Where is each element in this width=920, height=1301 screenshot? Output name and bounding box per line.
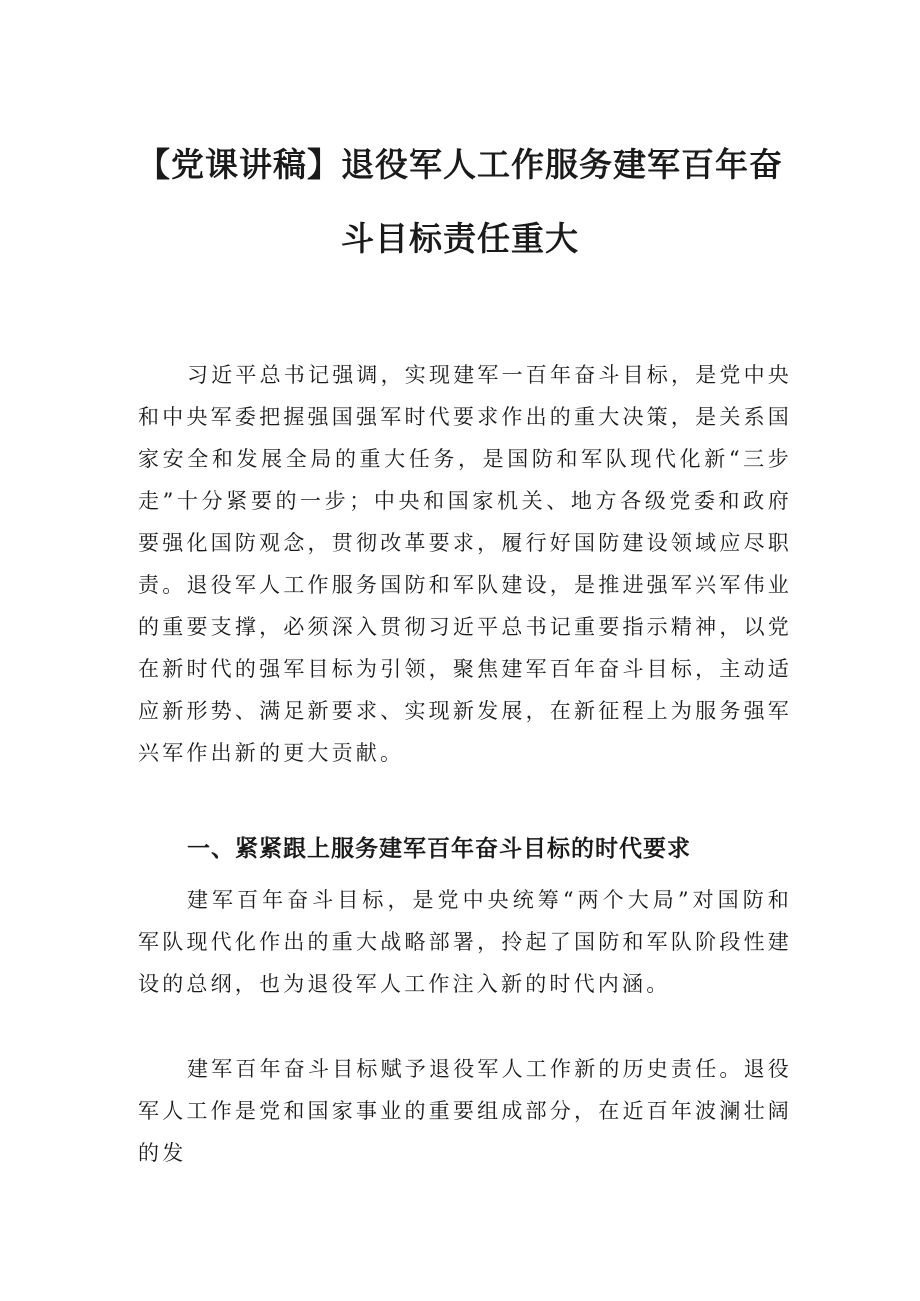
document-title-line-1: 【党课讲稿】退役军人工作服务建军百年奋 xyxy=(137,145,783,184)
section-paragraph-2: 建军百年奋斗目标赋予退役军人工作新的历史责任。退役军人工作是党和国家事业的重要组成部分，在近百年波澜壮阔的发 xyxy=(138,1057,792,1165)
section-heading: 一、紧紧跟上服务建军百年奋斗目标的时代要求 xyxy=(187,836,691,862)
intro-paragraph: 习近平总书记强调，实现建军一百年奋斗目标，是党中央和中央军委把握强国强军时代要求作出的重大决策，是关系国家安全和发展全局的重大任务，是国防和军队现代化新“三步走”十分紧要的一步；中央和国家机关、地方各级党委和政府要强化国防观念，贯彻改革要求，履行好国防建设领域应尽职责。退役军人工作服务国防和军队建设，是推进强军兴军伟业的重要支撑，必须深入贯彻习近平总书记重要指示精神，以党在新时代的强军目标为引领，聚焦建军百年奋斗目标，主动适应新形势、满足新要求、实现新发展，在新征程上为服务强军兴军作出新的更大贡献。 xyxy=(138,363,792,765)
section-paragraph-1: 建军百年奋斗目标，是党中央统筹“两个大局”对国防和军队现代化作出的重大战略部署，拎起了国防和军队阶段性建设的总纲，也为退役军人工作注入新的时代内涵。 xyxy=(138,888,792,996)
document-title-line-2: 斗目标责任重大 xyxy=(341,219,579,258)
